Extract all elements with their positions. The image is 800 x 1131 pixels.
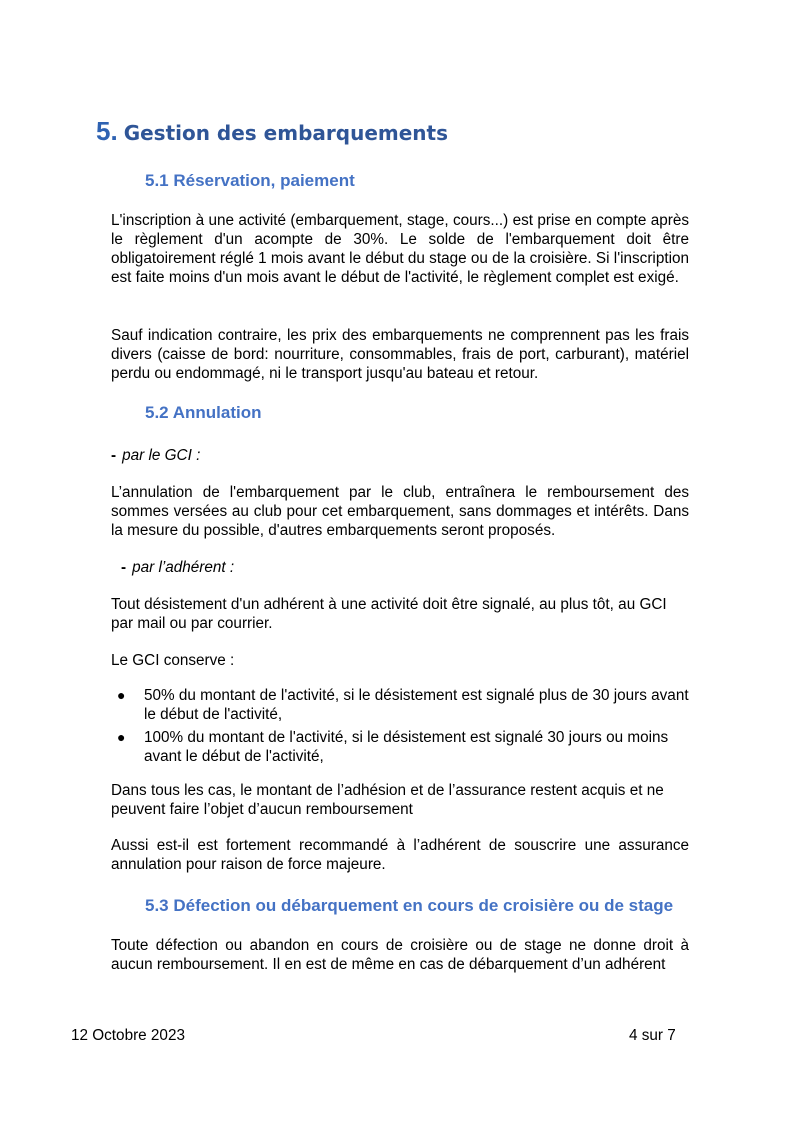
section-title [96, 116, 448, 147]
paragraph-defection: Toute défection ou abandon en cours de croisière ou de stage ne donne droit à aucun remboursement. Il en est de même en cas de débarquement d’un adhérent [111, 937, 689, 973]
paragraph-reservation: L'inscription à une activité (embarquement, stage, cours...) est prise en compte après le règlement d'un acompte de 30%. Le solde de l'embarquement doit être obligatoirement réglé 1 mois avant le début du stage ou de la croisière. Si l'inscription est faite moins d'un mois avant le début de l'activité, le règlement complet est exigé. [111, 212, 689, 286]
paragraph-annulation-club: L’annulation de l'embarquement par le club, entraînera le remboursement des sommes versées au club pour cet embarquement, sans dommages et intérêts. Dans la mesure du possible, d'autres embarquements seront proposés. [111, 484, 689, 539]
subheading-par-le-gci [111, 447, 200, 465]
paragraph-assurance: Aussi est-il est fortement recommandé à l’adhérent de souscrire une assurance annulation pour raison de force majeure. [111, 837, 689, 873]
list-item [111, 686, 689, 724]
retention-list [111, 686, 689, 770]
heading-5-1: 5.1 Réservation, paiement [145, 171, 355, 190]
heading-5-2: 5.2 Annulation [145, 403, 262, 422]
section-title-text: Gestion des embarquements [123, 121, 448, 145]
paragraph-desistement: Tout désistement d'un adhérent à une activité doit être signalé, au plus tôt, au GCI par mail ou par courrier. [111, 596, 667, 632]
dash-marker: - [111, 447, 117, 464]
dash-marker: - [121, 559, 127, 576]
footer-page-number: 4 sur 7 [629, 1027, 676, 1044]
bullet-icon: ● [117, 729, 126, 745]
list-item [111, 728, 689, 766]
paragraph-adhesion-acquise: Dans tous les cas, le montant de l’adhésion et de l’assurance restent acquis et ne peuvent faire l’objet d’aucun remboursement [111, 782, 664, 818]
heading-5-3: 5.3 Défection ou débarquement en cours de croisière ou de stage [145, 896, 674, 915]
paragraph-gci-conserve: Le GCI conserve : [111, 652, 235, 669]
subheading-par-adherent [121, 559, 234, 577]
section-number: 5. [96, 116, 118, 146]
list-item-text: 50% du montant de l'activité, si le désistement est signalé plus de 30 jours avant le début de l'activité, [144, 687, 689, 723]
paragraph-prix: Sauf indication contraire, les prix des embarquements ne comprennent pas les frais divers (caisse de bord: nourriture, consommables, frais de port, carburant), matériel perdu ou endommagé, ni le transport jusqu'au bateau et retour. [111, 327, 689, 382]
subheading-text: par l’adhérent : [132, 559, 235, 576]
bullet-icon: ● [117, 687, 126, 703]
subheading-text: par le GCI : [122, 447, 201, 464]
footer-date: 12 Octobre 2023 [71, 1027, 185, 1044]
list-item-text: 100% du montant de l'activité, si le désistement est signalé 30 jours ou moins avant le début de l'activité, [144, 729, 669, 765]
